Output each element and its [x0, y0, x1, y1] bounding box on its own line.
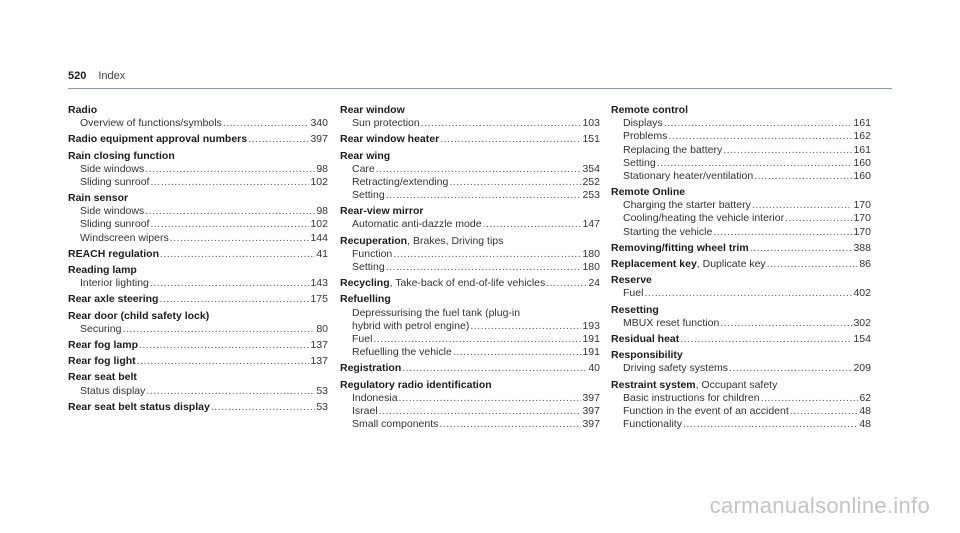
dot-leader	[723, 144, 852, 157]
dot-leader	[680, 333, 852, 346]
sub-entry-line[interactable]	[340, 392, 600, 405]
sub-entry-line[interactable]	[611, 418, 871, 431]
index-entry-text	[68, 293, 158, 306]
sub-entry-line[interactable]	[340, 176, 600, 189]
dot-leader	[790, 405, 859, 418]
sub-entry-line[interactable]	[611, 226, 871, 239]
sub-entry-text: Setting	[623, 156, 656, 169]
dot-leader	[393, 248, 581, 261]
dot-leader	[720, 317, 852, 330]
sub-entry-text: Care	[352, 162, 375, 175]
index-term: Radio equipment approval numbers	[68, 133, 248, 146]
index-entry-line[interactable]	[68, 401, 328, 414]
index-term-heading	[611, 304, 871, 317]
index-term: Responsibility	[611, 349, 683, 362]
index-entry-line[interactable]	[340, 362, 600, 375]
dot-leader	[160, 248, 315, 261]
index-term-heading	[68, 264, 328, 277]
sub-entry-line[interactable]	[611, 362, 871, 375]
page-reference[interactable]: 86	[859, 258, 871, 271]
sub-entry-line[interactable]	[68, 219, 328, 232]
dot-leader	[439, 418, 581, 431]
sub-entry-text: Small components	[352, 418, 439, 431]
sub-entry-text: Replacing the battery	[623, 143, 723, 156]
sub-entry-text: Function	[352, 247, 393, 260]
page-reference[interactable]: 48	[859, 404, 871, 417]
sub-entry-line[interactable]	[68, 232, 328, 245]
index-entry	[611, 304, 871, 330]
sub-entry-text: Indonesia	[352, 391, 398, 404]
index-term: Recycling	[340, 277, 390, 290]
sub-entry-line[interactable]	[340, 346, 600, 359]
page-reference[interactable]: 151	[582, 133, 600, 146]
index-entry	[611, 349, 871, 375]
index-term-suffix: , Occupant safety	[695, 378, 778, 391]
dot-leader	[159, 293, 309, 306]
page-reference[interactable]: 161	[853, 117, 871, 130]
index-term: Recuperation	[340, 234, 408, 247]
sub-entry-text: Stationary heater/ventilation	[623, 169, 754, 182]
dot-leader	[373, 333, 581, 346]
index-term: Reserve	[611, 274, 652, 287]
dot-leader	[379, 405, 582, 418]
index-term: Rear wing	[340, 149, 391, 162]
dot-leader	[376, 163, 582, 176]
dot-leader	[754, 170, 852, 183]
index-entry	[340, 277, 600, 290]
page-reference[interactable]: 137	[310, 339, 328, 351]
page-reference[interactable]: 175	[310, 293, 328, 306]
index-term: Rear door (child safety lock)	[68, 309, 210, 322]
index-entry	[68, 371, 328, 397]
dot-leader	[211, 401, 316, 414]
index-entry	[68, 192, 328, 245]
index-term-heading	[68, 104, 328, 117]
index-entry	[340, 205, 600, 231]
page-reference[interactable]: 137	[310, 355, 328, 368]
page-reference[interactable]: 40	[588, 362, 600, 375]
page-reference[interactable]: 170	[853, 225, 871, 238]
sub-entry-line[interactable]	[611, 199, 871, 212]
sub-entry-line[interactable]	[611, 392, 871, 405]
index-term-heading	[340, 293, 600, 306]
page-reference[interactable]: 209	[853, 362, 871, 375]
sub-entry-text: Depressurising the fuel tank (plug-in	[352, 306, 521, 319]
index-entry-text	[68, 355, 136, 368]
sub-entry-text: Charging the starter battery	[623, 199, 751, 212]
dot-leader	[750, 242, 853, 255]
page-reference[interactable]: 53	[316, 400, 328, 413]
index-term-heading	[68, 150, 328, 163]
index-entry	[68, 133, 328, 146]
index-column-1	[68, 104, 328, 417]
page-reference[interactable]: 191	[582, 333, 600, 345]
sub-entry-line[interactable]	[68, 385, 328, 398]
index-term-heading	[611, 274, 871, 287]
index-term-heading	[340, 235, 600, 248]
page-reference[interactable]: 397	[582, 404, 600, 417]
index-term: Rear window heater	[340, 133, 440, 146]
index-entry	[611, 258, 871, 271]
dot-leader	[729, 362, 852, 375]
index-entry	[611, 379, 871, 432]
index-term: Rear window	[340, 104, 405, 116]
index-term: Rear-view mirror	[340, 205, 424, 218]
sub-entry-line[interactable]	[340, 219, 600, 232]
dot-leader	[668, 130, 852, 143]
page-reference[interactable]: 161	[853, 143, 871, 156]
sub-entry-text: Sliding sunroof	[80, 218, 150, 231]
dot-leader	[145, 205, 315, 218]
index-term-heading	[68, 371, 328, 384]
sub-entry-text: Interior lighting	[80, 277, 149, 290]
index-term: Rain sensor	[68, 192, 129, 205]
index-column-2	[340, 104, 600, 434]
dot-leader	[683, 418, 858, 431]
index-entry	[611, 242, 871, 255]
dot-leader	[421, 117, 582, 130]
index-term: Refuelling	[340, 293, 391, 306]
page-reference[interactable]: 180	[582, 247, 600, 260]
index-term-heading	[68, 310, 328, 323]
sub-entry-text: Function in the event of an accident	[623, 404, 789, 417]
index-entry-text	[611, 242, 749, 255]
sub-entry-text: Retracting/extending	[352, 175, 449, 188]
page-number: 520	[68, 70, 87, 82]
index-term: Registration	[340, 362, 402, 375]
dot-leader	[785, 213, 852, 226]
index-entry	[611, 274, 871, 300]
sub-entry-text: Sun protection	[352, 117, 420, 130]
page-reference[interactable]: 102	[310, 175, 328, 188]
index-term-heading	[611, 379, 871, 392]
dot-leader	[399, 392, 582, 405]
section-title: Index	[98, 70, 126, 82]
dot-leader	[761, 392, 859, 405]
sub-entry-line[interactable]	[611, 117, 871, 130]
index-entry-line[interactable]	[611, 333, 871, 346]
index-entry-line[interactable]	[68, 339, 328, 352]
sub-entry-line[interactable]	[340, 248, 600, 261]
index-entry-line[interactable]	[68, 293, 328, 306]
sub-entry-text: Status display	[80, 384, 146, 397]
sub-entry-line[interactable]	[611, 317, 871, 330]
dot-leader	[145, 163, 315, 176]
sub-entry-text: Setting	[352, 189, 385, 202]
page-reference[interactable]: 402	[853, 287, 871, 300]
index-term: Rear fog light	[68, 355, 136, 368]
index-term-heading	[68, 192, 328, 205]
sub-entry-text: Fuel	[623, 287, 644, 300]
index-entry	[340, 104, 600, 130]
index-entry	[340, 150, 600, 203]
page-reference[interactable]: 397	[582, 391, 600, 404]
watermark: carmanualsonline.info	[709, 493, 930, 518]
index-entry	[68, 310, 328, 336]
page-reference[interactable]: 162	[853, 130, 871, 143]
sub-entry-text: Basic instructions for children	[623, 391, 760, 404]
page-reference[interactable]: 302	[853, 316, 871, 329]
index-entry-line[interactable]	[340, 277, 600, 290]
index-entry-text	[68, 401, 210, 414]
sub-entry-text: Automatic anti-dazzle mode	[352, 218, 482, 231]
sub-entry-line[interactable]	[611, 170, 871, 183]
sub-entry-text: Setting	[352, 261, 385, 274]
sub-entry-text: Starting the vehicle	[623, 225, 713, 238]
index-entry	[68, 104, 328, 130]
dot-leader	[449, 176, 581, 189]
index-entry-line[interactable]	[68, 133, 328, 146]
index-entry	[340, 235, 600, 275]
sub-entry-line[interactable]	[611, 405, 871, 418]
sub-entry-line[interactable]	[340, 320, 600, 333]
dot-leader	[644, 287, 852, 300]
page-reference[interactable]: 41	[316, 247, 328, 260]
index-term: Rear axle steering	[68, 293, 159, 306]
sub-entry-line[interactable]	[340, 163, 600, 176]
page-reference[interactable]: 98	[316, 205, 328, 218]
dot-leader	[713, 226, 852, 239]
sub-entry-line[interactable]	[611, 213, 871, 226]
index-entry	[340, 362, 600, 375]
dot-leader	[150, 277, 310, 290]
page-reference[interactable]: 180	[582, 261, 600, 274]
sub-entry-text: Refuelling the vehicle	[352, 346, 452, 359]
dot-leader	[137, 355, 310, 368]
index-entry	[340, 293, 600, 359]
index-entry	[68, 401, 328, 414]
dot-leader	[139, 339, 309, 352]
page-reference[interactable]: 397	[310, 133, 328, 146]
index-entry-text	[611, 333, 679, 346]
dot-leader	[402, 362, 587, 375]
dot-leader	[146, 385, 315, 398]
index-term: Resetting	[611, 303, 659, 316]
sub-entry-text: Overview of functions/symbols	[80, 117, 222, 130]
index-term-heading	[340, 150, 600, 163]
index-entry-text	[340, 277, 545, 290]
page-reference[interactable]: 160	[853, 156, 871, 169]
sub-entry-line[interactable]	[340, 418, 600, 431]
index-term-heading	[340, 379, 600, 392]
index-term: Radio	[68, 104, 98, 116]
sub-entry-line[interactable]	[611, 130, 871, 143]
page-reference[interactable]: 170	[853, 199, 871, 212]
page-header	[68, 70, 125, 82]
dot-leader	[546, 277, 587, 290]
sub-entry-text: Side windows	[80, 205, 145, 218]
index-entry-line[interactable]	[611, 258, 871, 271]
dot-leader	[386, 189, 582, 202]
sub-entry-text: Israel	[352, 404, 378, 417]
sub-entry-line[interactable]	[611, 157, 871, 170]
index-entry	[611, 186, 871, 239]
sub-entry-line[interactable]	[68, 176, 328, 189]
page-reference[interactable]: 147	[582, 218, 600, 231]
index-entry	[340, 133, 600, 146]
index-term-heading	[611, 186, 871, 199]
dot-leader	[752, 199, 853, 212]
page-reference[interactable]: 252	[582, 175, 600, 188]
dot-leader	[122, 323, 315, 336]
index-term: Removing/fitting wheel trim	[611, 241, 749, 254]
sub-entry-line[interactable]	[68, 163, 328, 176]
dot-leader	[150, 176, 309, 189]
page-reference[interactable]: 80	[316, 322, 328, 335]
sub-entry-text: Windscreen wipers	[80, 231, 169, 244]
sub-entry-line[interactable]	[340, 405, 600, 418]
index-entry	[340, 379, 600, 432]
page-reference[interactable]: 253	[582, 189, 600, 202]
sub-entry-line[interactable]	[68, 277, 328, 290]
index-term-suffix: , Take-back of end-of-life vehicles	[389, 277, 546, 290]
dot-leader	[150, 219, 309, 232]
index-entry-line[interactable]	[68, 248, 328, 261]
dot-leader	[248, 133, 309, 146]
page-reference[interactable]: 354	[582, 162, 600, 175]
index-entry-text	[611, 258, 766, 271]
sub-entry-text: Fuel	[352, 333, 373, 345]
dot-leader	[483, 219, 582, 232]
index-entry	[68, 150, 328, 190]
sub-entry-text: Driving safety systems	[623, 362, 729, 375]
sub-entry-line[interactable]	[68, 323, 328, 336]
index-entry	[68, 355, 328, 368]
index-entry-line[interactable]	[340, 133, 600, 146]
sub-entry-line[interactable]	[340, 117, 600, 130]
page-reference[interactable]: 62	[859, 391, 871, 404]
index-entry	[611, 104, 871, 183]
index-term: Rear seat belt	[68, 371, 137, 384]
dot-leader	[767, 258, 859, 271]
index-entry-text	[68, 248, 159, 261]
dot-leader	[664, 117, 853, 130]
sub-entry-line[interactable]	[611, 287, 871, 300]
index-entry	[68, 264, 328, 290]
index-entry-text	[68, 339, 138, 352]
dot-leader	[470, 320, 581, 333]
index-entry	[611, 333, 871, 346]
index-term: Rain closing function	[68, 149, 175, 162]
sub-entry-text: Side windows	[80, 162, 145, 175]
index-term: Remote Online	[611, 186, 686, 199]
index-term-suffix: , Brakes, Driving tips	[407, 234, 504, 247]
page-reference[interactable]: 388	[853, 241, 871, 254]
index-term-heading	[340, 205, 600, 218]
dot-leader	[440, 133, 581, 146]
dot-leader	[170, 232, 310, 245]
page-reference[interactable]: 53	[316, 384, 328, 397]
index-entry-line[interactable]	[68, 355, 328, 368]
index-term-suffix: , Duplicate key	[696, 258, 766, 271]
page-reference[interactable]: 103	[582, 117, 600, 130]
index-term: Regulatory radio identification	[340, 378, 492, 391]
sub-entry-text: Sliding sunroof	[80, 175, 150, 188]
index-term: Replacement key	[611, 258, 697, 271]
index-term: Restraint system	[611, 378, 696, 391]
index-term: Rear fog lamp	[68, 339, 139, 351]
index-term: Residual heat	[611, 333, 680, 345]
page-reference[interactable]: 144	[310, 231, 328, 244]
page-reference[interactable]: 143	[310, 277, 328, 290]
dot-leader	[453, 346, 582, 359]
index-term-heading	[340, 104, 600, 117]
index-entry	[68, 339, 328, 352]
page-reference[interactable]: 193	[582, 319, 600, 332]
dot-leader	[386, 261, 582, 274]
sub-entry-continuation: hybrid with petrol engine)	[352, 319, 470, 332]
page-reference[interactable]: 24	[588, 277, 600, 290]
sub-entry-line[interactable]	[611, 144, 871, 157]
index-term: REACH regulation	[68, 247, 160, 260]
sub-entry-line[interactable]	[68, 117, 328, 130]
index-entry-text	[340, 362, 401, 375]
page-reference[interactable]: 340	[310, 117, 328, 130]
index-column-3	[611, 104, 871, 434]
header-divider	[68, 88, 892, 89]
sub-entry-line[interactable]	[340, 189, 600, 202]
page-reference[interactable]: 160	[853, 169, 871, 182]
sub-entry-line[interactable]	[340, 333, 600, 346]
dot-leader	[223, 117, 310, 130]
index-term-heading	[611, 349, 871, 362]
sub-entry-text: Functionality	[623, 418, 682, 431]
page-reference[interactable]: 48	[859, 418, 871, 431]
index-term: Rear seat belt status display	[68, 400, 210, 413]
dot-leader	[657, 157, 853, 170]
index-term-heading	[611, 104, 871, 117]
index-entry	[68, 293, 328, 306]
index-entry-text	[68, 133, 247, 146]
sub-entry-text: Displays	[623, 117, 663, 130]
index-term: Remote control	[611, 104, 689, 116]
page-reference[interactable]: 397	[582, 418, 600, 431]
index-entry	[68, 248, 328, 261]
index-entry-line[interactable]	[611, 242, 871, 255]
sub-entry-text: Cooling/heating the vehicle interior	[623, 212, 785, 225]
page-reference[interactable]: 191	[582, 346, 600, 359]
sub-entry-text: MBUX reset function	[623, 316, 720, 329]
sub-entry-text: Securing	[80, 322, 122, 335]
sub-entry-text: Problems	[623, 130, 668, 143]
sub-entry-line[interactable]	[68, 205, 328, 218]
sub-entry-line[interactable]	[340, 261, 600, 274]
page-reference[interactable]: 102	[310, 218, 328, 231]
page-reference[interactable]: 170	[853, 212, 871, 225]
index-entry-text	[340, 133, 439, 146]
index-term: Reading lamp	[68, 264, 137, 277]
page-reference[interactable]: 98	[316, 162, 328, 175]
page-reference[interactable]: 154	[853, 333, 871, 345]
